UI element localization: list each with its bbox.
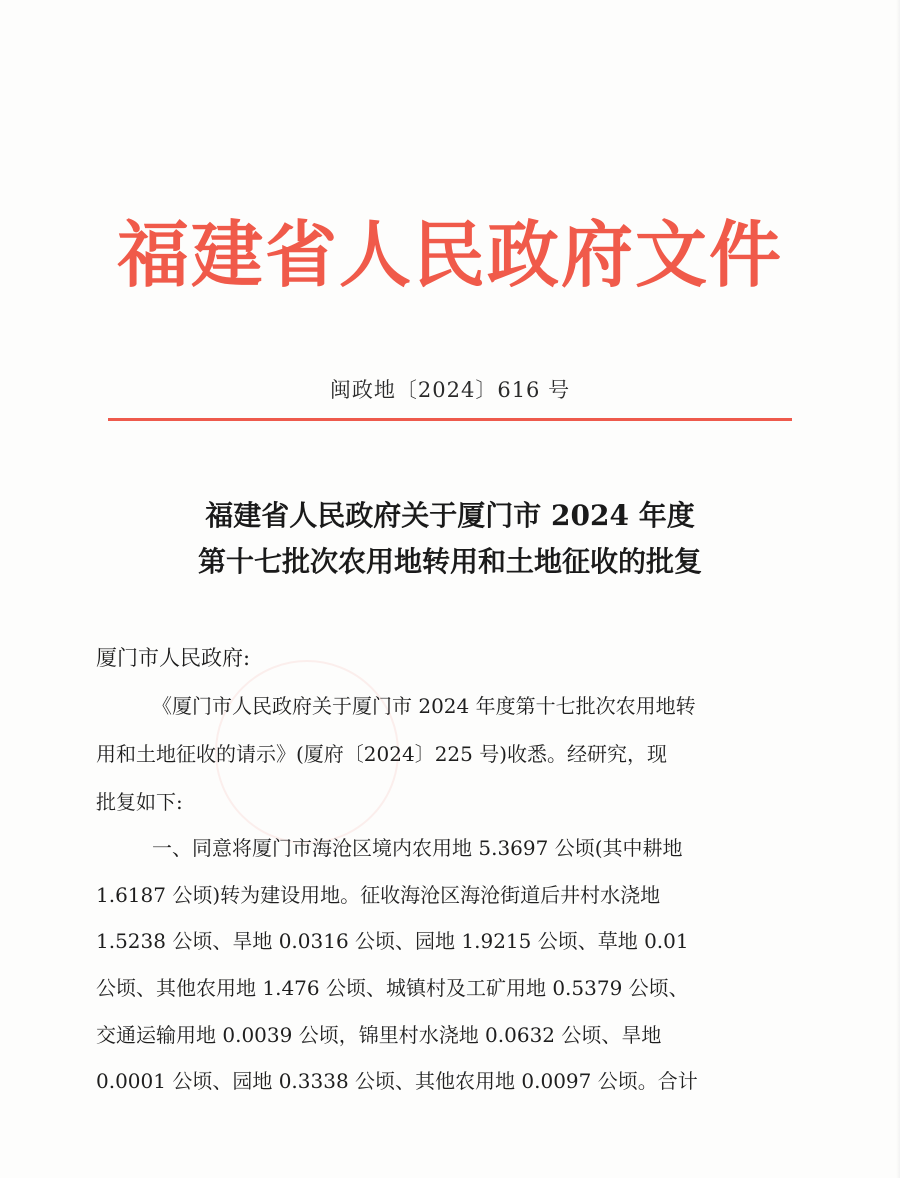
paragraph-2-line-5: 交通运输用地 0.0039 公顷，锦里村水浇地 0.0632 公顷、旱地 xyxy=(96,1023,662,1047)
paragraph-1-line-3: 批复如下: xyxy=(96,790,183,814)
paragraph-2-line-2: 1.6187 公顷)转为建设用地。征收海沧区海沧街道后井村水浇地 xyxy=(96,883,661,907)
issuer-masthead: 福建省人民政府文件 xyxy=(116,212,783,297)
addressee: 厦门市人民政府: xyxy=(96,646,251,670)
paragraph-1-line-1: 《厦门市人民政府关于厦门市 2024 年度第十七批次农用地转 xyxy=(152,694,696,718)
paragraph-2-line-1: 一、同意将厦门市海沧区境内农用地 5.3697 公顷(其中耕地 xyxy=(152,836,683,860)
document-title-line-1: 福建省人民政府关于厦门市 2024 年度 xyxy=(205,499,695,532)
document-title-line-2: 第十七批次农用地转用和土地征收的批复 xyxy=(197,545,702,578)
paragraph-2-line-6: 0.0001 公顷、园地 0.3338 公顷、其他农用地 0.0097 公顷。合计 xyxy=(96,1069,698,1093)
document-number: 闽政地〔2024〕616 号 xyxy=(329,378,571,402)
paragraph-2-line-4: 公顷、其他农用地 1.476 公顷、城镇村及工矿用地 0.5379 公顷、 xyxy=(96,976,689,1000)
red-divider-rule xyxy=(108,418,792,421)
paragraph-2-line-3: 1.5238 公顷、旱地 0.0316 公顷、园地 1.9215 公顷、草地 0.01 xyxy=(96,929,689,953)
scan-edge-shadow xyxy=(896,0,900,1178)
paragraph-1-line-2: 用和土地征收的请示》(厦府〔2024〕225 号)收悉。经研究，现 xyxy=(96,742,668,766)
